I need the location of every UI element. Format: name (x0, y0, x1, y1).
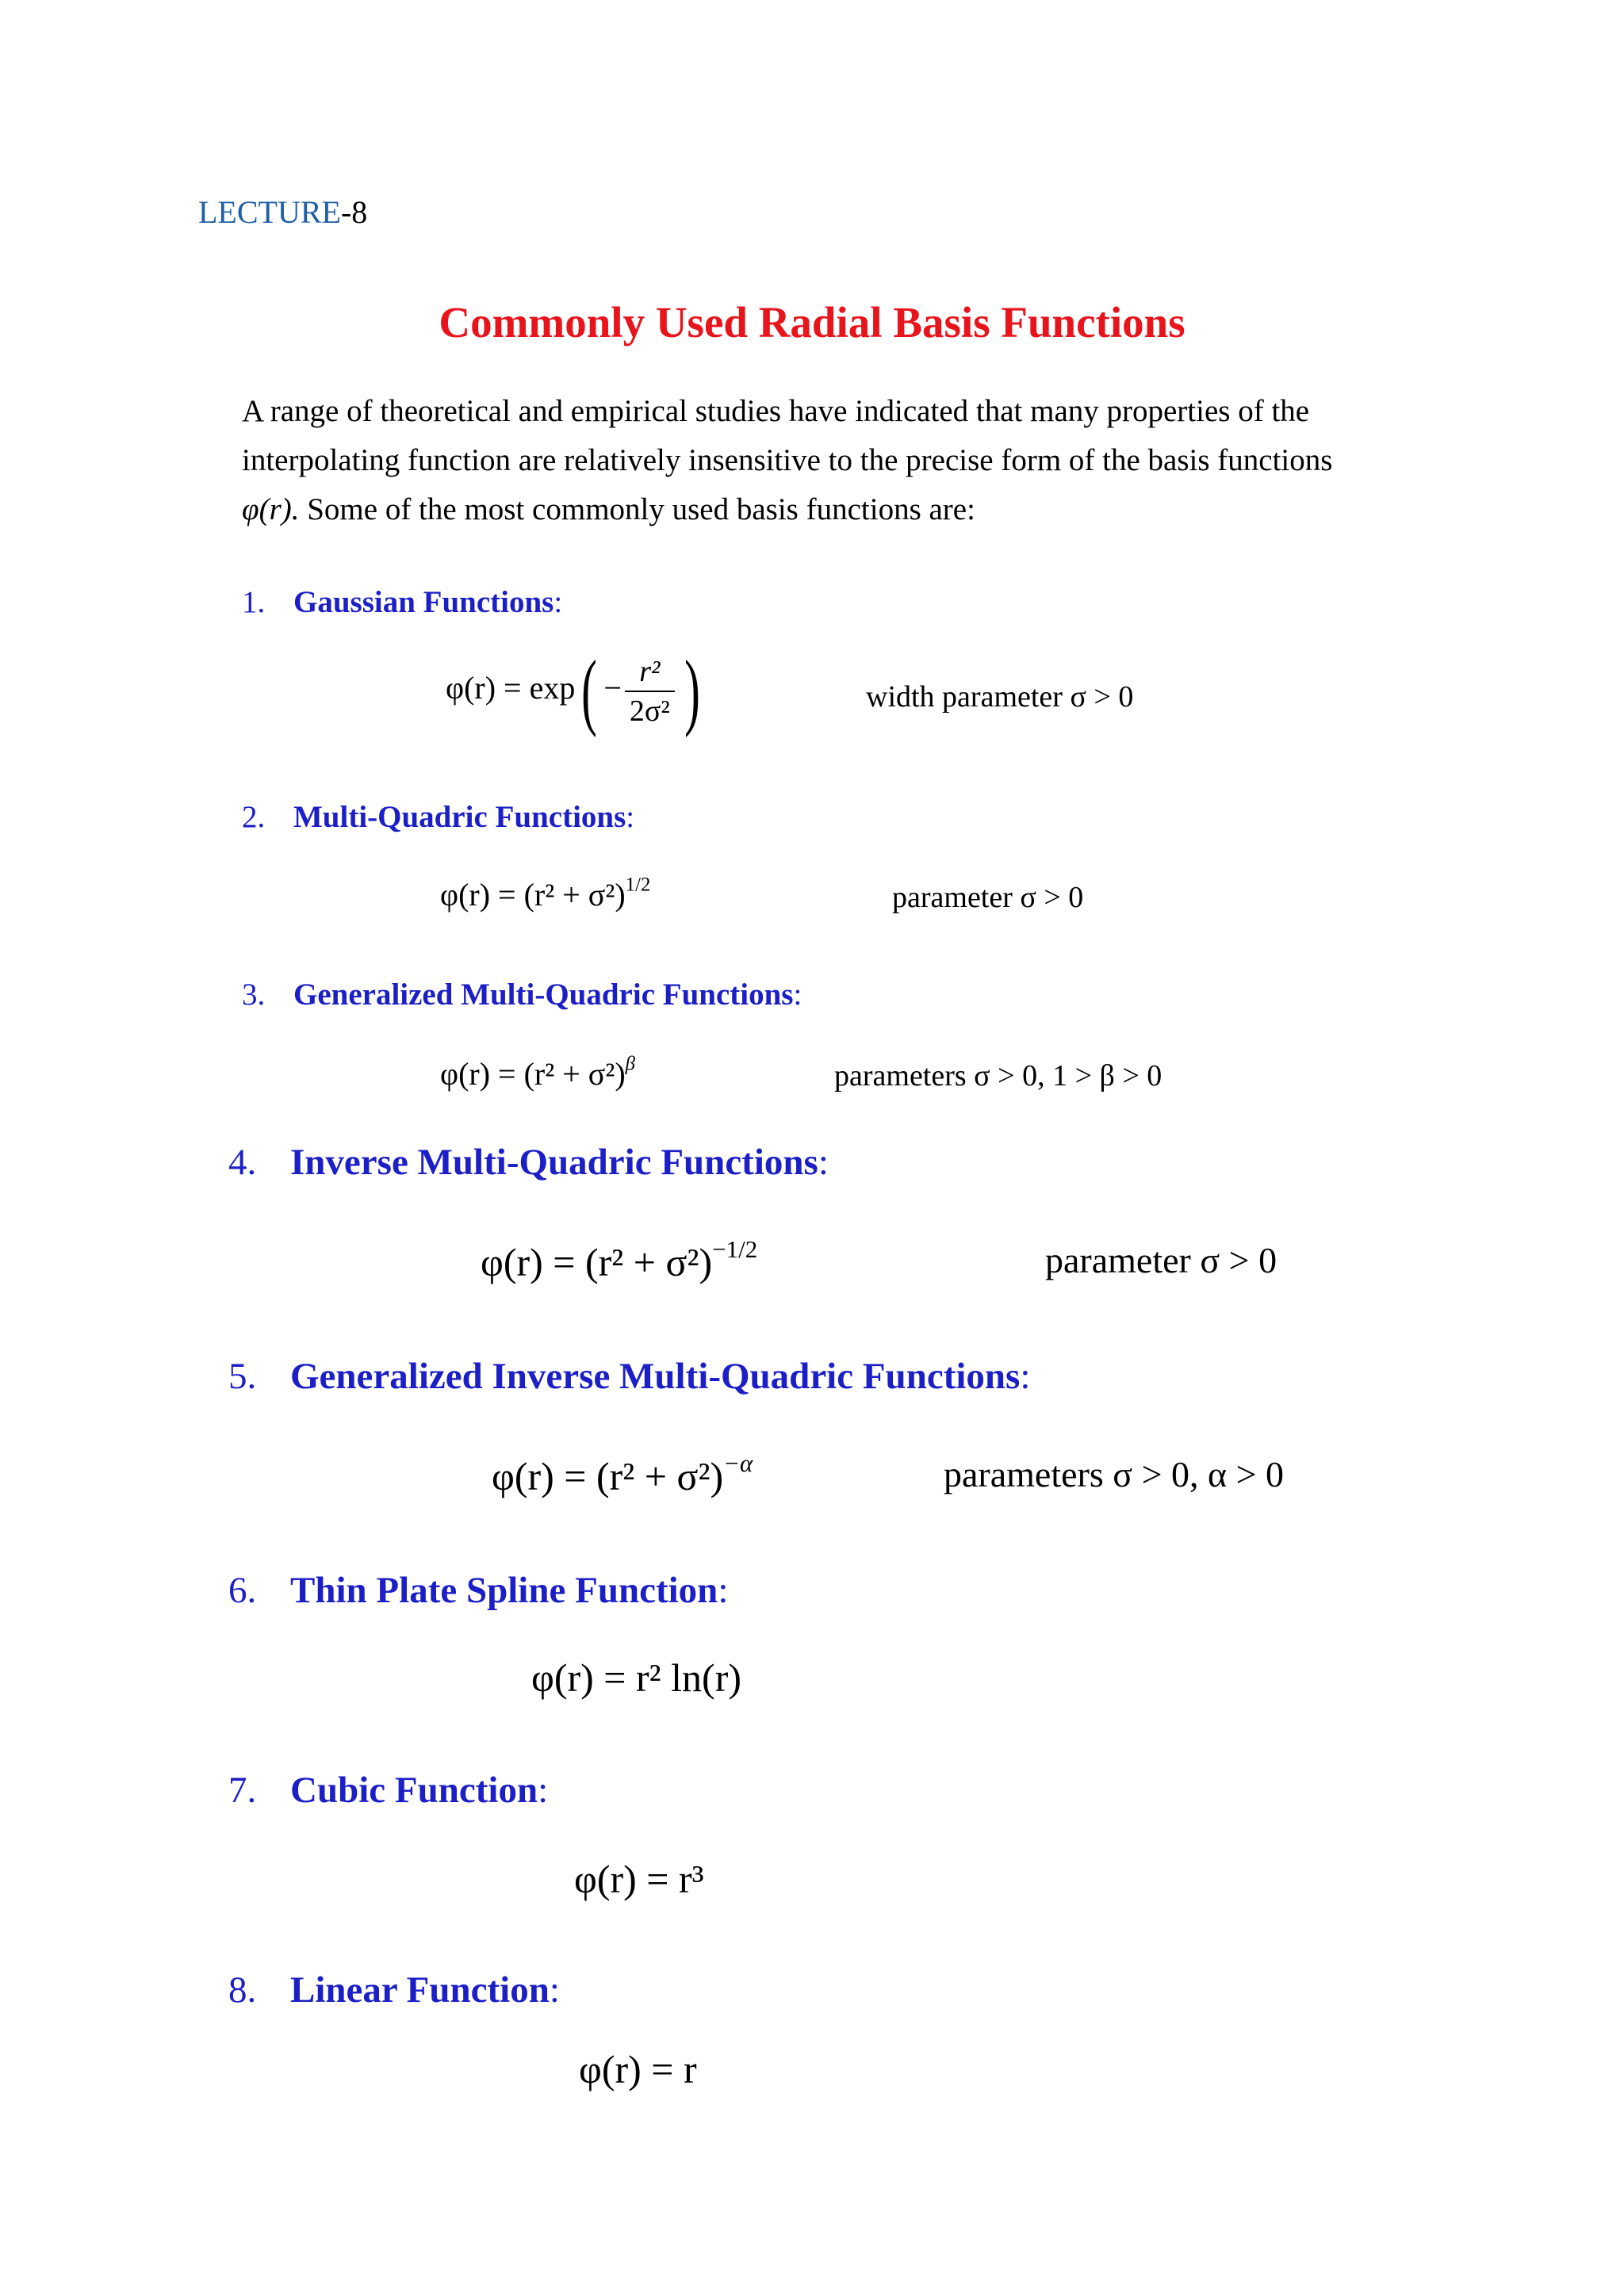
left-paren: ( (581, 644, 598, 738)
intro-line: interpolating function are relatively insensitive to the precise form of the basis functions (242, 443, 1333, 477)
intro-line-text: Some of the most commonly used basis functions are: (299, 492, 975, 526)
section-name: Cubic Function (290, 1770, 538, 1811)
parameter-note-generalized-multi-quadric: parameters σ > 0, 1 > β > 0 (834, 1059, 1162, 1093)
equation-cubic: φ(r) = r³ (574, 1857, 704, 1901)
parameter-note-generalized-inverse-multi-quadric: parameters σ > 0, α > 0 (944, 1454, 1285, 1494)
section-number: 2. (242, 800, 266, 834)
equation-exponent: β (625, 1053, 636, 1075)
section-heading-cubic (228, 1766, 548, 1814)
section-name: Linear Function (290, 1969, 550, 2011)
section-name: Generalized Inverse Multi-Quadric Functions (290, 1356, 1021, 1397)
section-colon: : (553, 585, 563, 619)
section-colon: : (793, 978, 802, 1012)
section-name: Inverse Multi-Quadric Functions (290, 1142, 818, 1183)
section-heading-multi-quadric (242, 798, 634, 837)
minus-sign: − (603, 670, 622, 706)
parameter-note-inverse-multi-quadric: parameter σ > 0 (1045, 1240, 1277, 1280)
section-name: Thin Plate Spline Function (290, 1570, 718, 1611)
section-colon: : (818, 1142, 829, 1183)
right-paren: ) (684, 644, 700, 738)
section-number: 4. (228, 1142, 257, 1183)
section-name: Gaussian Functions (293, 585, 554, 619)
section-heading-generalized-inverse-multi-quadric (228, 1353, 1030, 1400)
section-heading-inverse-multi-quadric (228, 1138, 829, 1186)
equation-exponent: 1/2 (625, 874, 651, 896)
parameter-note-gaussian: width parameter σ > 0 (866, 680, 1134, 714)
intro-paragraph (242, 387, 1415, 534)
section-number: 1. (242, 585, 266, 619)
section-number: 6. (228, 1570, 257, 1611)
equation-base: φ(r) = (r² + σ²) (481, 1240, 713, 1284)
equation-thin-plate-spline: φ(r) = r² ln(r) (531, 1655, 741, 1700)
section-colon: : (538, 1770, 549, 1811)
lecture-label (198, 193, 367, 232)
parameter-note-multi-quadric: parameter σ > 0 (892, 881, 1084, 914)
fraction (625, 654, 675, 729)
section-number: 3. (242, 978, 266, 1012)
section-number: 5. (228, 1356, 257, 1397)
section-number: 7. (228, 1770, 257, 1811)
equation-exponent: −α (723, 1448, 753, 1477)
section-heading-generalized-multi-quadric (242, 975, 802, 1015)
equation-base: φ(r) = (r² + σ²) (492, 1454, 724, 1498)
phi-symbol: φ(r). (242, 492, 300, 526)
section-colon: : (549, 1969, 560, 2011)
section-name: Multi-Quadric Functions (293, 800, 626, 834)
section-colon: : (1020, 1356, 1031, 1397)
lecture-word: LECTURE (198, 194, 341, 230)
equation-base: φ(r) = (r² + σ²) (440, 877, 626, 913)
equation-exponent: −1/2 (712, 1234, 758, 1263)
intro-line (242, 485, 1415, 534)
fraction-denominator: 2σ² (625, 691, 675, 729)
section-heading-gaussian (242, 583, 562, 622)
section-number: 8. (228, 1969, 257, 2011)
section-colon: : (718, 1570, 729, 1611)
lecture-number: -8 (340, 194, 368, 230)
equation-base: φ(r) = (r² + σ²) (440, 1056, 626, 1092)
equation-generalized-inverse-multi-quadric (492, 1448, 753, 1500)
section-name: Generalized Multi-Quadric Functions (293, 978, 794, 1012)
intro-line: A range of theoretical and empirical studies have indicated that many properties of the (242, 394, 1310, 428)
section-heading-thin-plate-spline (228, 1567, 728, 1614)
equation-gaussian (446, 644, 707, 738)
section-heading-linear (228, 1966, 560, 2014)
equation-multi-quadric (440, 875, 650, 915)
equation-lhs: φ(r) = exp (446, 670, 576, 706)
equation-linear: φ(r) = r (579, 2047, 697, 2091)
equation-inverse-multi-quadric (481, 1234, 758, 1286)
section-colon: : (626, 800, 635, 834)
fraction-numerator: r² (639, 655, 661, 688)
equation-generalized-multi-quadric (440, 1054, 635, 1094)
page-title: Commonly Used Radial Basis Functions (439, 298, 1185, 346)
